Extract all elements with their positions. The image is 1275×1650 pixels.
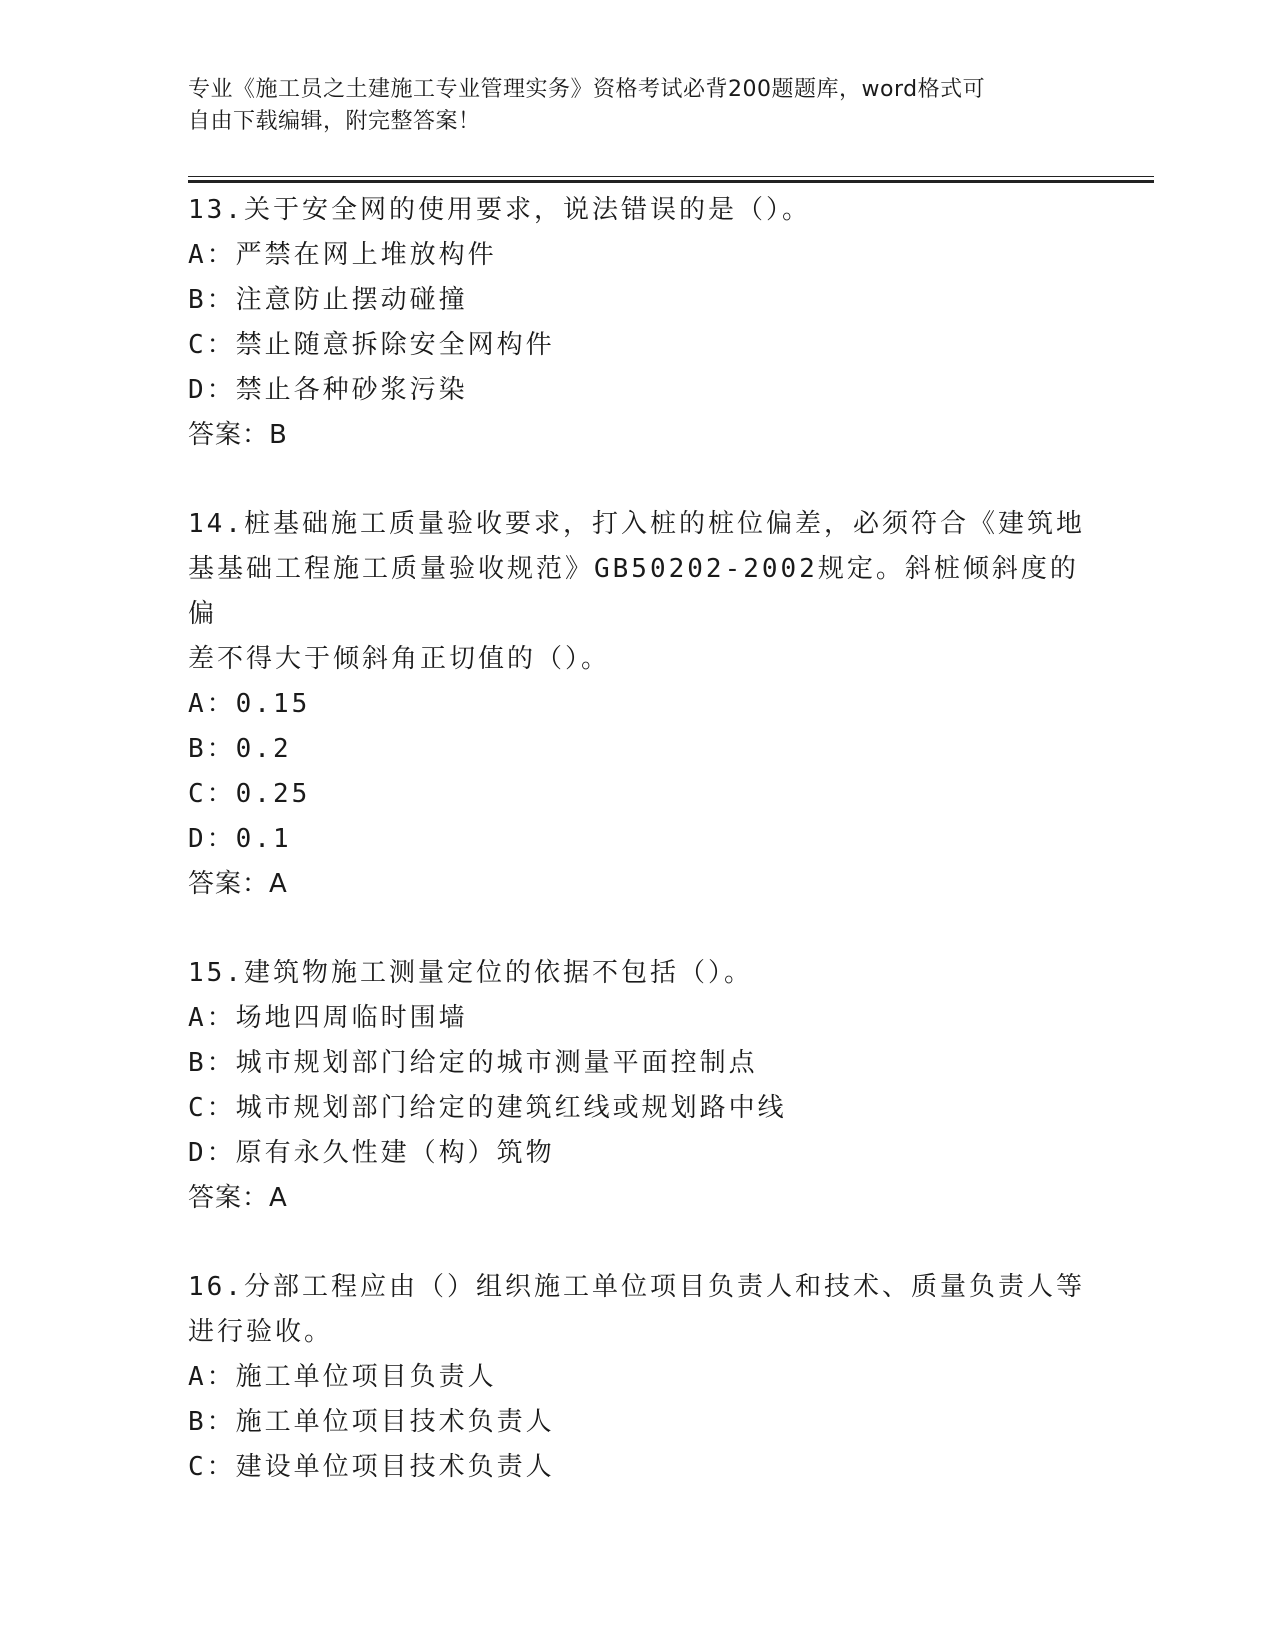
question-stem-line-3: 差不得大于倾斜角正切值的（）。 xyxy=(188,644,611,674)
option-c: C：建设单位项目技术负责人 xyxy=(188,1452,555,1482)
option-a: A：严禁在网上堆放构件 xyxy=(188,240,497,270)
question-15 xyxy=(188,951,1088,1221)
option-c: C：城市规划部门给定的建筑红线或规划路中线 xyxy=(188,1093,787,1123)
question-13 xyxy=(188,188,1088,458)
question-stem-line-2: 基基础工程施工质量验收规范》GB50202-2002规定。斜桩倾斜度的偏 xyxy=(188,554,1079,629)
option-b: B：注意防止摆动碰撞 xyxy=(188,285,468,315)
option-c: C：0.25 xyxy=(188,779,311,809)
header-line-1: 专业《施工员之土建施工专业管理实务》资格考试必背200题题库，word格式可 xyxy=(188,77,986,102)
question-stem-line-1: 16.分部工程应由（）组织施工单位项目负责人和技术、质量负责人等 xyxy=(188,1272,1085,1302)
option-b: B：0.2 xyxy=(188,734,292,764)
question-stem-line-1: 14.桩基础施工质量验收要求，打入桩的桩位偏差，必须符合《建筑地 xyxy=(188,509,1085,539)
option-d: D：原有永久性建（构）筑物 xyxy=(188,1138,555,1168)
option-c: C：禁止随意拆除安全网构件 xyxy=(188,330,555,360)
option-a: A：施工单位项目负责人 xyxy=(188,1362,497,1392)
question-14 xyxy=(188,502,1088,907)
header-divider-thick xyxy=(188,180,1154,183)
option-b: B：施工单位项目技术负责人 xyxy=(188,1407,555,1437)
option-d: D：0.1 xyxy=(188,824,292,854)
option-a: A：场地四周临时围墙 xyxy=(188,1003,468,1033)
document-header xyxy=(188,74,1088,138)
answer: 答案：A xyxy=(188,1183,288,1213)
answer: 答案：A xyxy=(188,869,288,899)
question-list xyxy=(188,188,1088,1534)
question-stem-line-2: 进行验收。 xyxy=(188,1317,334,1347)
option-a: A：0.15 xyxy=(188,689,311,719)
option-b: B：城市规划部门给定的城市测量平面控制点 xyxy=(188,1048,758,1078)
answer: 答案：B xyxy=(188,420,288,450)
header-line-2: 自由下载编辑，附完整答案！ xyxy=(188,109,481,134)
question-stem: 13.关于安全网的使用要求，说法错误的是（）。 xyxy=(188,195,811,225)
question-16 xyxy=(188,1265,1088,1490)
option-d: D：禁止各种砂浆污染 xyxy=(188,375,468,405)
question-stem: 15.建筑物施工测量定位的依据不包括（）。 xyxy=(188,958,753,988)
header-divider-thin xyxy=(188,176,1154,177)
